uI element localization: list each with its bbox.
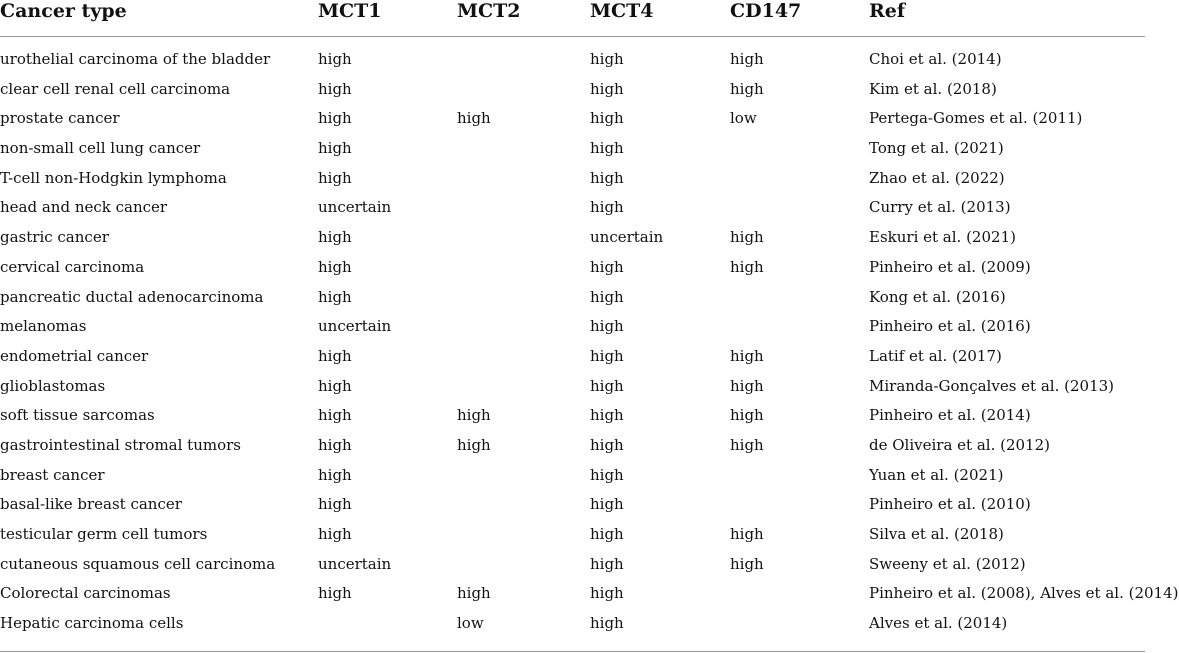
mct1-cell: high: [318, 406, 352, 425]
ref-cell: de Oliveira et al. (2012): [869, 435, 1050, 454]
mct4-cell: high: [590, 317, 624, 336]
cancer-type-cell: endometrial cancer: [0, 346, 149, 365]
table-row: [0, 435, 1145, 465]
table-header: [0, 0, 1145, 37]
ref-cell: Yuan et al. (2021): [869, 465, 1004, 484]
cd147-cell: [730, 287, 869, 317]
mct1-cell: high: [318, 79, 352, 98]
mct1-cell: high: [318, 346, 352, 365]
table-row: [0, 554, 1145, 584]
mct4-cell: high: [590, 287, 624, 306]
mct4-cell: high: [590, 584, 624, 603]
cancer-type-cell: Colorectal carcinomas: [0, 584, 171, 603]
ref-cell: Sweeny et al. (2012): [869, 554, 1026, 573]
cancer-type-cell: breast cancer: [0, 465, 105, 484]
cancer-type-cell: Hepatic carcinoma cells: [0, 614, 184, 633]
cancer-type-cell: cutaneous squamous cell carcinoma: [0, 554, 276, 573]
cd147-cell: high: [730, 525, 764, 543]
ref-cell: Pinheiro et al. (2016): [869, 317, 1031, 336]
mct4-cell: high: [590, 79, 624, 98]
mct2-cell: [457, 316, 590, 346]
mct1-cell: high: [318, 109, 352, 128]
mct4-cell: high: [590, 257, 624, 276]
table-row: [0, 524, 1145, 554]
mct1-cell: [318, 613, 457, 643]
cancer-type-cell: T-cell non-Hodgkin lymphoma: [0, 168, 227, 187]
table-row: [0, 227, 1145, 257]
mct1-cell: uncertain: [318, 317, 392, 336]
mct1-cell: high: [318, 376, 352, 395]
ref-cell: Silva et al. (2018): [869, 525, 1004, 543]
ref-cell: Pinheiro et al. (2014): [869, 406, 1031, 425]
cancer-type-cell: testicular germ cell tumors: [0, 525, 208, 543]
table-row: [0, 168, 1145, 198]
ref-cell: Pinheiro et al. (2009): [869, 257, 1031, 276]
table-row: [0, 376, 1145, 406]
cd147-cell: low: [730, 109, 757, 128]
cd147-cell: [730, 494, 869, 524]
header-cd147: CD147: [730, 0, 869, 37]
mct4-cell: high: [590, 139, 624, 158]
cd147-cell: [730, 465, 869, 495]
table-row: [0, 79, 1145, 109]
table-row: [0, 197, 1145, 227]
mct2-cell: [457, 49, 590, 79]
ref-cell: Miranda-Gonçalves et al. (2013): [869, 376, 1115, 395]
cd147-cell: high: [730, 435, 764, 454]
ref-cell: Alves et al. (2014): [869, 614, 1008, 633]
table-row: [0, 494, 1145, 524]
table-row: [0, 465, 1145, 495]
cd147-cell: high: [730, 376, 764, 395]
ref-cell: Kim et al. (2018): [869, 79, 997, 98]
mct2-cell: low: [457, 614, 484, 633]
ref-cell: Pertega-Gomes et al. (2011): [869, 109, 1083, 128]
mct1-cell: high: [318, 495, 352, 514]
mct4-cell: high: [590, 346, 624, 365]
mct2-cell: high: [457, 435, 491, 454]
mct1-cell: high: [318, 525, 352, 543]
cd147-cell: high: [730, 79, 764, 98]
cd147-cell: [730, 613, 869, 643]
mct4-cell: uncertain: [590, 228, 664, 247]
mct2-cell: high: [457, 406, 491, 425]
ref-cell: Kong et al. (2016): [869, 287, 1006, 306]
cancer-type-cell: urothelial carcinoma of the bladder: [0, 50, 271, 68]
header-row: [0, 0, 1145, 37]
table-body: [0, 37, 1179, 643]
mct1-cell: uncertain: [318, 554, 392, 573]
mct2-cell: [457, 554, 590, 584]
mct2-cell: [457, 346, 590, 376]
mct1-cell: high: [318, 50, 352, 68]
mct1-cell: high: [318, 168, 352, 187]
cancer-type-cell: soft tissue sarcomas: [0, 406, 155, 425]
cancer-type-cell: cervical carcinoma: [0, 257, 145, 276]
mct1-cell: high: [318, 465, 352, 484]
cancer-type-cell: prostate cancer: [0, 109, 120, 128]
table-row: [0, 257, 1145, 287]
mct4-cell: high: [590, 554, 624, 573]
mct1-cell: high: [318, 139, 352, 158]
header-ref: Ref: [869, 0, 1145, 37]
cd147-cell: [730, 583, 869, 613]
mct4-cell: high: [590, 198, 624, 217]
cancer-type-cell: glioblastomas: [0, 376, 106, 395]
cd147-cell: [730, 168, 869, 198]
mct2-cell: high: [457, 584, 491, 603]
mct2-cell: [457, 257, 590, 287]
ref-cell: Pinheiro et al. (2008), Alves et al. (2014): [869, 584, 1179, 603]
cd147-cell: high: [730, 346, 764, 365]
mct1-cell: uncertain: [318, 198, 392, 217]
mct4-cell: high: [590, 168, 624, 187]
mct1-cell: high: [318, 228, 352, 247]
mct2-cell: [457, 524, 590, 554]
cancer-type-cell: melanomas: [0, 317, 87, 336]
mct2-cell: [457, 376, 590, 406]
table-row: [0, 583, 1145, 613]
mct4-cell: high: [590, 614, 624, 633]
cancer-type-cell: non-small cell lung cancer: [0, 139, 201, 158]
ref-cell: Latif et al. (2017): [869, 346, 1002, 365]
mct4-cell: high: [590, 376, 624, 395]
mct4-cell: high: [590, 435, 624, 454]
mct2-cell: [457, 197, 590, 227]
mct2-cell: [457, 138, 590, 168]
mct4-cell: high: [590, 109, 624, 128]
cd147-cell: high: [730, 228, 764, 247]
mct1-cell: high: [318, 287, 352, 306]
table-row: [0, 49, 1145, 79]
cancer-type-cell: gastrointestinal stromal tumors: [0, 435, 241, 454]
header-gap: [0, 37, 1145, 50]
header-mct1: MCT1: [318, 0, 457, 37]
mct2-cell: high: [457, 109, 491, 128]
cancer-type-cell: pancreatic ductal adenocarcinoma: [0, 287, 264, 306]
mct4-cell: high: [590, 50, 624, 68]
cancer-type-cell: gastric cancer: [0, 228, 109, 247]
ref-cell: Tong et al. (2021): [869, 139, 1004, 158]
mct1-cell: high: [318, 584, 352, 603]
mct1-cell: high: [318, 257, 352, 276]
cd147-cell: [730, 197, 869, 227]
mct4-cell: high: [590, 406, 624, 425]
table-row: [0, 405, 1145, 435]
table-row: [0, 613, 1145, 643]
table-row: [0, 316, 1145, 346]
header-mct4: MCT4: [590, 0, 730, 37]
cancer-type-cell: clear cell renal cell carcinoma: [0, 79, 231, 98]
mct4-cell: high: [590, 495, 624, 514]
ref-cell: Curry et al. (2013): [869, 198, 1011, 217]
mct2-cell: [457, 494, 590, 524]
ref-cell: Choi et al. (2014): [869, 50, 1002, 68]
cancer-type-cell: basal-like breast cancer: [0, 495, 182, 514]
bottom-rule: [0, 651, 1145, 652]
cd147-cell: [730, 138, 869, 168]
table-row: [0, 287, 1145, 317]
table-row: [0, 108, 1145, 138]
ref-cell: Zhao et al. (2022): [869, 168, 1005, 187]
cd147-cell: high: [730, 257, 764, 276]
cd147-cell: high: [730, 50, 764, 68]
header-cancer-type: Cancer type: [0, 0, 318, 37]
header-mct2: MCT2: [457, 0, 590, 37]
mct2-cell: [457, 227, 590, 257]
cd147-cell: [730, 316, 869, 346]
mct4-cell: high: [590, 525, 624, 543]
mct2-cell: [457, 287, 590, 317]
ref-cell: Pinheiro et al. (2010): [869, 495, 1031, 514]
table-row: [0, 346, 1145, 376]
table-row: [0, 138, 1145, 168]
mct4-cell: high: [590, 465, 624, 484]
cancer-type-cell: head and neck cancer: [0, 198, 168, 217]
cd147-cell: high: [730, 406, 764, 425]
ref-cell: Eskuri et al. (2021): [869, 228, 1016, 247]
mct1-cell: high: [318, 435, 352, 454]
mct2-cell: [457, 465, 590, 495]
cd147-cell: high: [730, 554, 764, 573]
mct2-cell: [457, 168, 590, 198]
mct2-cell: [457, 79, 590, 109]
